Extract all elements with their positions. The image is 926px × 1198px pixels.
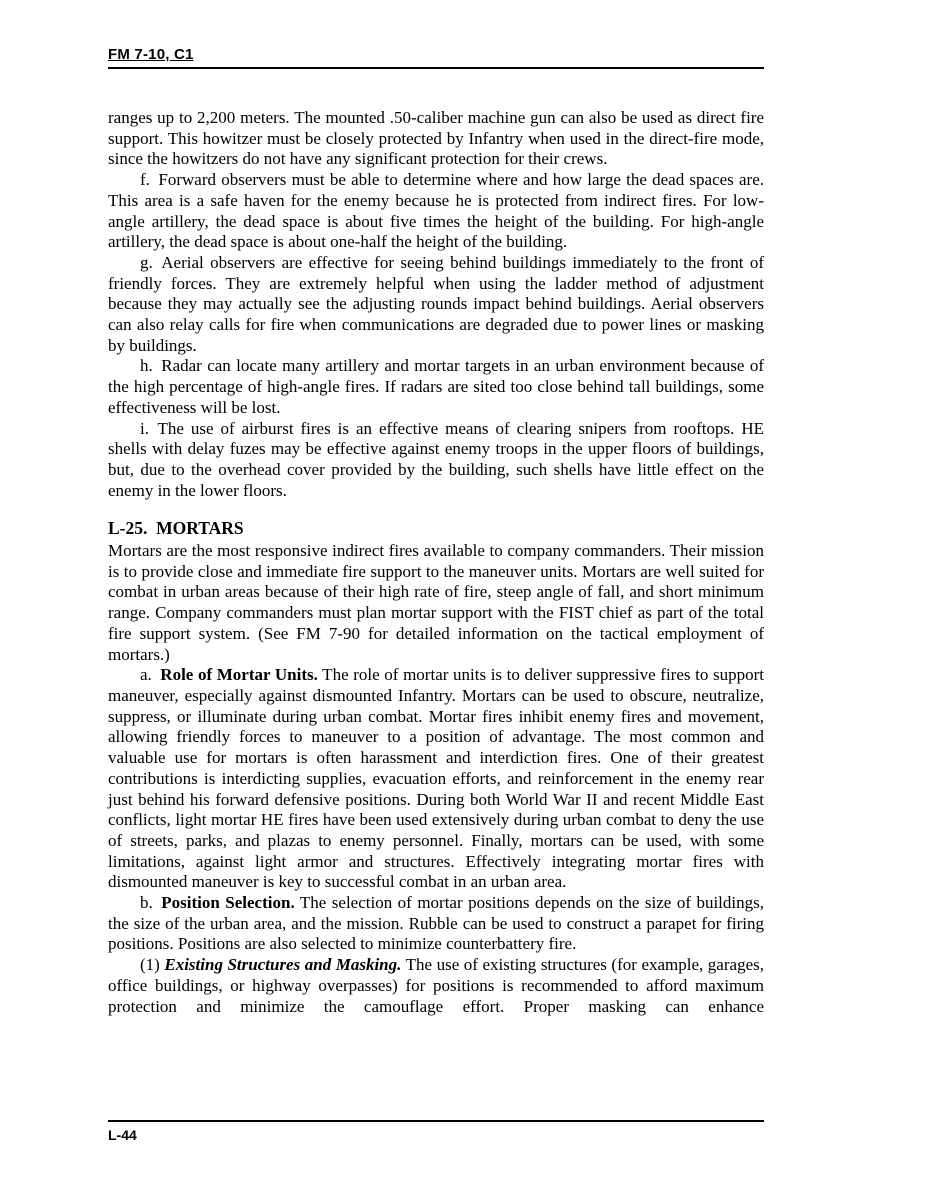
text-run: g. Aerial observers are effective for seeing behind buildings immediately to the front of friendly forces. They are extremely helpful when using the ladder method of adjustment because they may actually see the adjusting rounds impact behind buildings. Aerial observers can also relay calls for fire when communications are degraded due to power lines or masking by buildings. [108, 252, 764, 355]
text-run: The use of existing structures (for example, garages, office buildings, or highway overpasses) for positions is recommended to afford maximum protection and minimize the camouflage effort. Proper masking can enhance [108, 955, 764, 1016]
footer-page-number: L-44 [108, 1127, 137, 1143]
text-run: h. Radar can locate many artillery and mortar targets in an urban environment because of the high percentage of high-angle fires. If radars are sited too close behind tall buildings, some effectiveness will be lost. [108, 356, 764, 417]
paragraph [108, 665, 764, 893]
header-doc-id: FM 7-10, C1 [108, 46, 194, 63]
paragraph [108, 170, 764, 253]
text-run: L-25. MORTARS [108, 518, 244, 539]
text-run: Mortars are the most responsive indirect fires available to company commanders. Their mission is to provide close and immediate fire support to the maneuver units. Mortars are well suited for combat in urban areas because of their high rate of fire, steep angle of fall, and short minimum range. Company commanders must plan mortar support with the FIST chief as part of the total fire support system. (See FM 7-90 for detailed information on the tactical employment of mortars.) [108, 541, 764, 664]
text-run: The selection of mortar positions depends on the size of buildings, the size of the urban area, and the mission. Rubble can be used to construct a parapet for firing positions. Positions are also selected to minimize counterbattery fire. [108, 893, 764, 954]
paragraph [108, 955, 764, 1017]
paragraph [108, 541, 764, 665]
paragraph [108, 108, 764, 170]
text-run: (1) [140, 955, 165, 975]
document-body [108, 108, 764, 1017]
text-run: ranges up to 2,200 meters. The mounted .50-caliber machine gun can also be used as direct fire support. This howitzer must be closely protected by Infantry when used in the direct-fire mode, since the howitzers do not have any significant protection for their crews. [108, 108, 764, 169]
text-run: f. Forward observers must be able to determine where and how large the dead spaces are. This area is a safe haven for the enemy because he is protected from indirect fires. For low-angle artillery, the dead space is about five times the height of the building. For high-angle artillery, the dead space is about one-half the height of the building. [108, 170, 764, 252]
text-run: Position Selection. [161, 893, 295, 913]
page-header [108, 46, 764, 69]
text-run: b. [140, 893, 162, 913]
paragraph [108, 419, 764, 502]
text-run: i. The use of airburst fires is an effective means of clearing snipers from rooftops. HE shells with delay fuzes may be effective against enemy troops in the upper floors of buildings, but, due to the overhead cover provided by the building, such shells have little effect on the enemy in the lower floors. [108, 418, 764, 500]
text-run: Existing Structures and Masking. [164, 955, 402, 975]
section-heading [108, 518, 764, 539]
text-run: a. [140, 665, 161, 685]
paragraph [108, 356, 764, 418]
paragraph [108, 253, 764, 357]
paragraph [108, 893, 764, 955]
page-footer [108, 1120, 764, 1145]
text-run: The role of mortar units is to deliver suppressive fires to support maneuver, especially against dismounted Infantry. Mortars can be used to obscure, neutralize, suppress, or illuminate during urban combat. Mortar fires inhibit enemy fires and movement, allowing friendly forces to maneuver to a position of advantage. The most common and valuable use for mortars is often harassment and interdiction fires. One of their greatest contributions is interdicting supplies, evacuation efforts, and reinforcement in the enemy rear just behind his forward defensive positions. During both World War II and recent Middle East conflicts, light mortar HE fires have been used extensively during urban combat to deny the use of streets, parks, and plazas to enemy personnel. Finally, mortars can be used, with some limitations, against light armor and structures. Effectively integrating mortar fires with dismounted maneuver is key to successful combat in an urban area. [108, 665, 764, 892]
text-run: Role of Mortar Units. [160, 665, 318, 685]
